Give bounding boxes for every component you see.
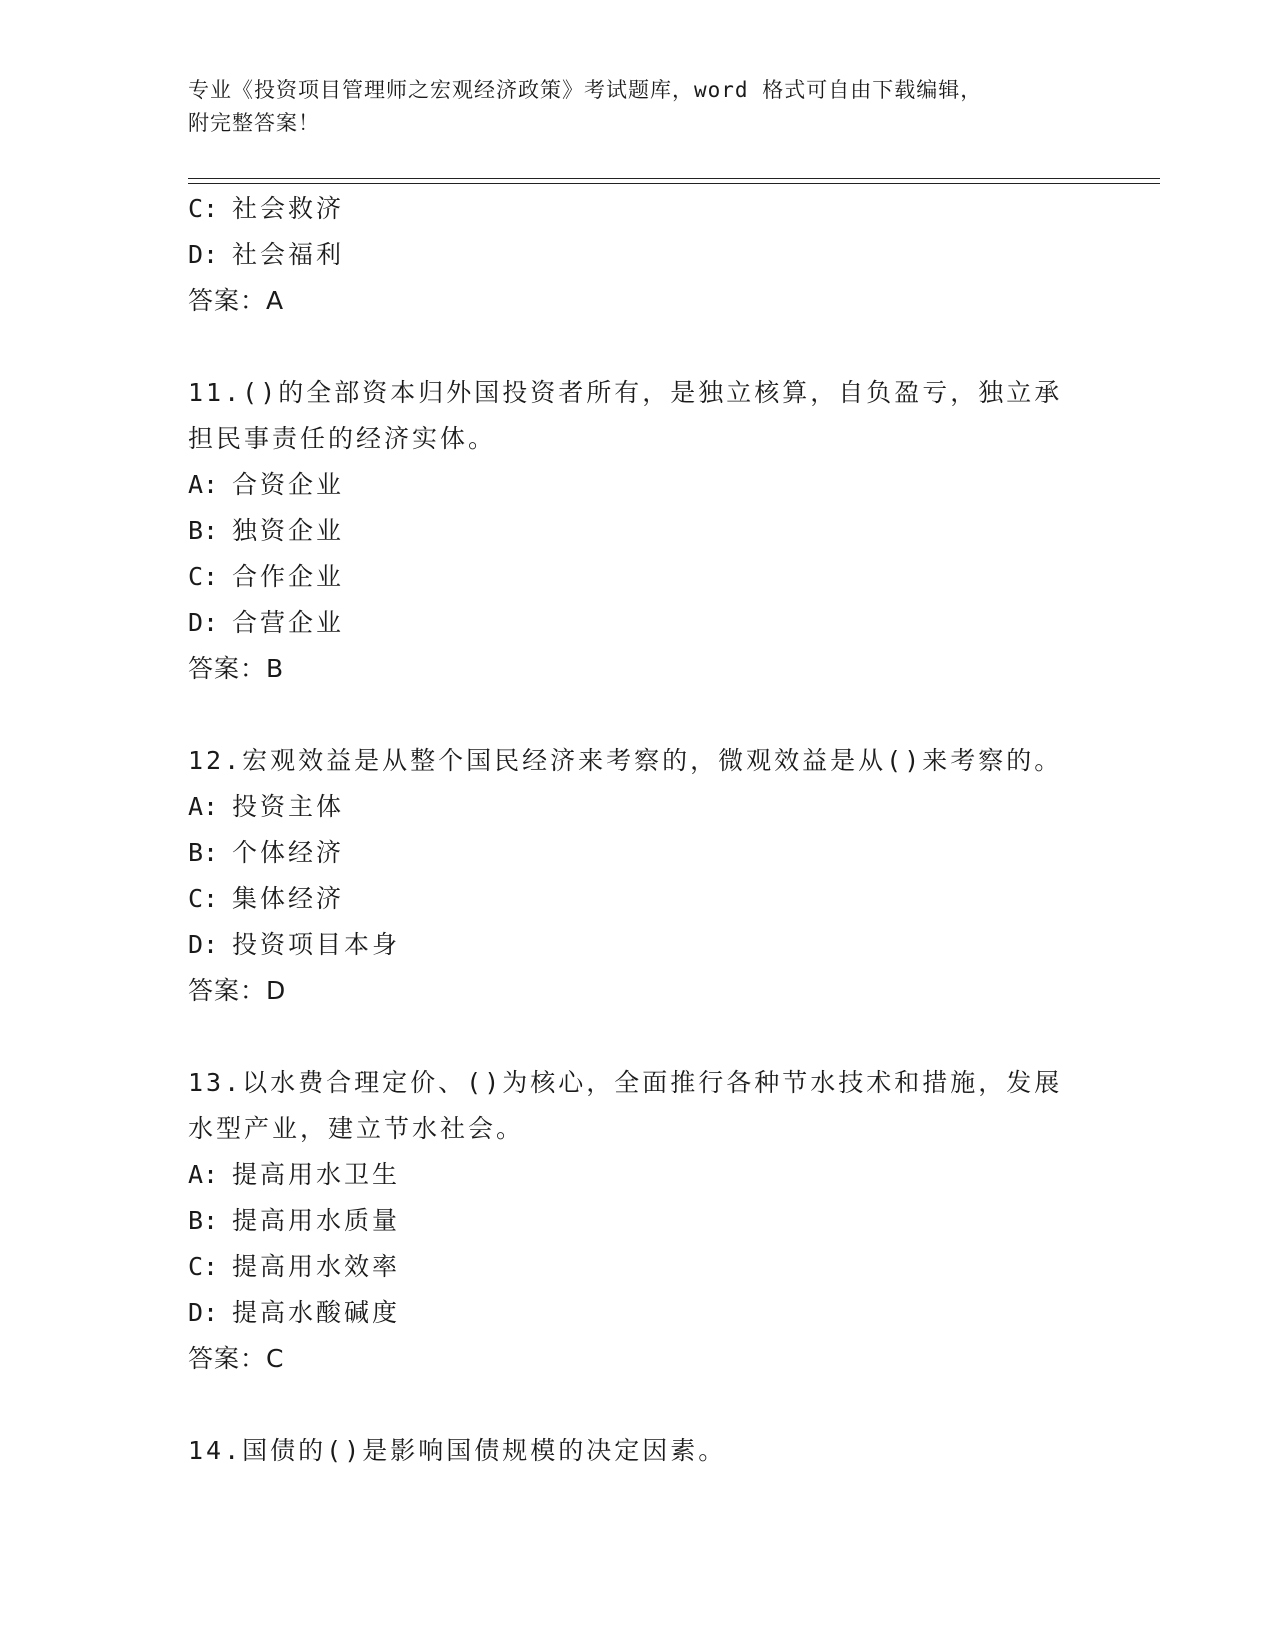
answer-line: 答案：B: [188, 654, 285, 683]
option-key: D:: [188, 608, 219, 637]
option-key: B:: [188, 838, 219, 867]
option-key: A:: [188, 1160, 219, 1189]
option-row: [188, 600, 1088, 646]
header-divider-top: [188, 178, 1160, 179]
question-stem: 水型产业，建立节水社会。: [188, 1114, 525, 1143]
question-stem: 担民事责任的经济实体。: [188, 424, 497, 453]
option-text: 合营企业: [232, 608, 345, 637]
option-key: C:: [188, 562, 219, 591]
answer-line: 答案：A: [188, 286, 285, 315]
option-row: [188, 508, 1088, 554]
header-line-1: 专业《投资项目管理师之宏观经济政策》考试题库，word 格式可自由下载编辑，: [188, 78, 983, 102]
option-row: [188, 1244, 1088, 1290]
option-text: 合作企业: [232, 562, 345, 591]
option-row: [188, 1152, 1088, 1198]
option-text: 个体经济: [232, 838, 345, 867]
option-key: C:: [188, 1252, 219, 1281]
option-text: 投资主体: [232, 792, 345, 821]
answer-line: 答案：C: [188, 1344, 285, 1373]
option-text: 社会救济: [232, 194, 345, 223]
option-key: D:: [188, 930, 219, 959]
option-key: C:: [188, 884, 219, 913]
option-key: C:: [188, 194, 219, 223]
option-row: [188, 876, 1088, 922]
option-text: 提高用水质量: [232, 1206, 401, 1235]
option-row: [188, 1290, 1088, 1336]
header-divider-bottom: [188, 183, 1160, 184]
option-text: 社会福利: [232, 240, 345, 269]
option-row: [188, 830, 1088, 876]
question-stem: 11.()的全部资本归外国投资者所有，是独立核算，自负盈亏，独立承: [188, 378, 1063, 407]
option-key: D:: [188, 240, 219, 269]
option-row: [188, 462, 1088, 508]
option-row: [188, 1198, 1088, 1244]
option-key: B:: [188, 1206, 219, 1235]
option-text: 投资项目本身: [232, 930, 401, 959]
option-text: 提高用水卫生: [232, 1160, 401, 1189]
option-text: 独资企业: [232, 516, 345, 545]
option-key: D:: [188, 1298, 219, 1327]
page-header: [188, 74, 1068, 140]
option-key: A:: [188, 792, 219, 821]
option-key: A:: [188, 470, 219, 499]
option-key: B:: [188, 516, 219, 545]
option-text: 合资企业: [232, 470, 345, 499]
option-text: 提高水酸碱度: [232, 1298, 401, 1327]
option-row: [188, 922, 1088, 968]
option-text: 提高用水效率: [232, 1252, 401, 1281]
answer-line: 答案：D: [188, 976, 287, 1005]
option-row: [188, 232, 1088, 278]
option-row: [188, 784, 1088, 830]
question-stem: 13.以水费合理定价、()为核心，全面推行各种节水技术和措施，发展: [188, 1068, 1063, 1097]
header-line-2: 附完整答案！: [188, 111, 320, 135]
option-row: [188, 186, 1088, 232]
question-list: [188, 186, 1088, 1474]
option-row: [188, 554, 1088, 600]
option-text: 集体经济: [232, 884, 345, 913]
question-stem: 14.国债的()是影响国债规模的决定因素。: [188, 1436, 727, 1465]
question-stem: 12.宏观效益是从整个国民经济来考察的，微观效益是从()来考察的。: [188, 746, 1063, 775]
